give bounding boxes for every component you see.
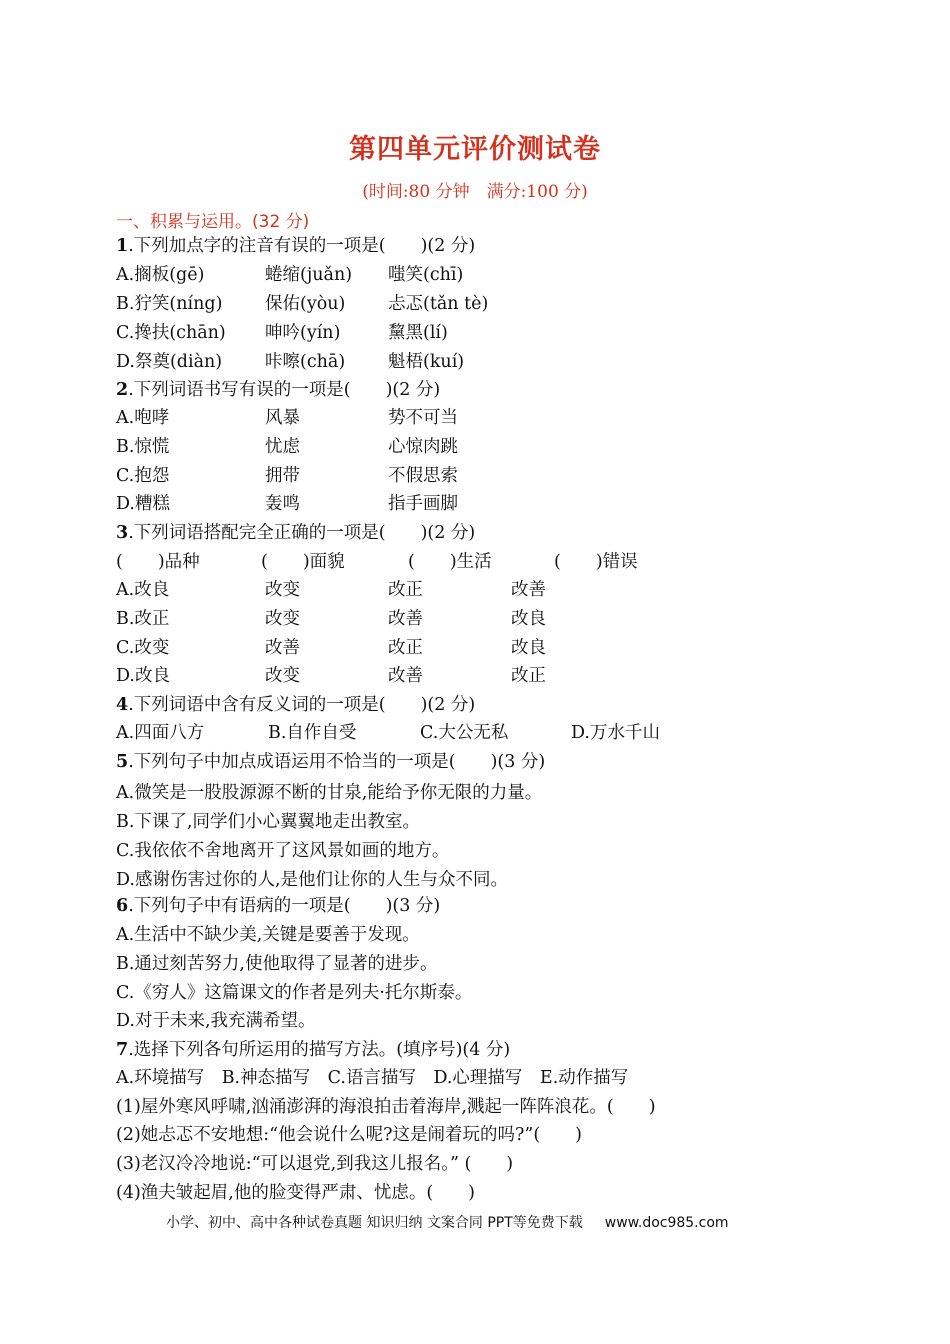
question-5-stem: 5.下列句子中加点成语运用不恰当的一项是( )(3 分) — [116, 752, 546, 772]
question-7-item: (2)她忐忑不安地想:“他会说什么呢?这是闹着玩的吗?”( ) — [116, 1125, 582, 1145]
option-cell: 改良 — [511, 609, 546, 629]
page-footer — [166, 1212, 729, 1232]
question-3-stem: 3.下列词语搭配完全正确的一项是( )(2 分) — [116, 523, 476, 543]
page-title: 第四单元评价测试卷 — [349, 134, 601, 165]
option-cell: A.搁板(gē) — [116, 265, 205, 285]
question-5-option: D.感谢伤害过你的人,是他们让你的人生与众不同。 — [116, 870, 509, 890]
option-cell: D.万水千山 — [571, 723, 660, 743]
option-cell: 风暴 — [265, 408, 300, 428]
option-cell: 改良 — [511, 638, 546, 658]
option-cell: B.改正 — [116, 609, 170, 629]
option-cell: 呻吟(yín) — [265, 323, 341, 343]
section-heading: 一、积累与运用。(32 分) — [116, 212, 310, 232]
option-cell: B.惊慌 — [116, 437, 170, 457]
option-cell: D.改良 — [116, 666, 170, 686]
option-cell: C.改变 — [116, 638, 170, 658]
option-cell: 黧黑(lí) — [388, 323, 448, 343]
option-cell: 咔嚓(chā) — [265, 352, 346, 372]
question-2-stem: 2.下列词语书写有误的一项是( )(2 分) — [116, 380, 441, 400]
blank-cell: ( )品种 — [116, 552, 200, 572]
question-6-stem: 6.下列句子中有语病的一项是( )(3 分) — [116, 896, 441, 916]
option-cell: C.搀扶(chān) — [116, 323, 226, 343]
option-cell: 心惊肉跳 — [388, 437, 458, 457]
page-subtitle: (时间:80 分钟 满分:100 分) — [362, 182, 588, 202]
option-cell: 改善 — [265, 638, 300, 658]
question-7-item: (4)渔夫皱起眉,他的脸变得严肃、忧虑。( ) — [116, 1183, 476, 1203]
option-cell: 改正 — [388, 638, 423, 658]
option-cell: A.四面八方 — [116, 723, 205, 743]
option-cell: 指手画脚 — [388, 494, 458, 514]
question-5-option: C.我依依不舍地离开了这风景如画的地方。 — [116, 841, 450, 861]
option-cell: 保佑(yòu) — [265, 294, 346, 314]
question-7-stem: 7.选择下列各句所运用的描写方法。(填序号)(4 分) — [116, 1040, 511, 1060]
option-cell: 改善 — [388, 666, 423, 686]
question-6-option: B.通过刻苦努力,使他取得了显著的进步。 — [116, 954, 438, 974]
option-cell: 轰鸣 — [265, 494, 300, 514]
option-cell: 势不可当 — [388, 408, 458, 428]
question-5-option: B.下课了,同学们小心翼翼地走出教室。 — [116, 812, 420, 832]
option-cell: 改变 — [265, 609, 300, 629]
blank-cell: ( )面貌 — [261, 552, 345, 572]
option-cell: C.大公无私 — [420, 723, 509, 743]
question-4-stem: 4.下列词语中含有反义词的一项是( )(2 分) — [116, 695, 476, 715]
question-7-item: (3)老汉冷冷地说:“可以退党,到我这儿报名。” ( ) — [116, 1154, 514, 1174]
option-cell: C.抱怨 — [116, 466, 170, 486]
option-cell: 改变 — [265, 666, 300, 686]
blank-cell: ( )错误 — [554, 552, 638, 572]
option-cell: 改变 — [265, 580, 300, 600]
option-cell: 忐忑(tǎn tè) — [388, 294, 489, 314]
question-7-methods: A.环境描写 B.神态描写 C.语言描写 D.心理描写 E.动作描写 — [116, 1068, 629, 1088]
option-cell: 改善 — [388, 609, 423, 629]
option-cell: B.狞笑(níng) — [116, 294, 223, 314]
option-cell: 忧虑 — [265, 437, 300, 457]
question-6-option: A.生活中不缺少美,关键是要善于发现。 — [116, 925, 420, 945]
option-cell: B.自作自受 — [268, 723, 357, 743]
question-1-stem: 1.下列加点字的注音有误的一项是( )(2 分) — [116, 236, 476, 256]
footer-text: 小学、初中、高中各种试卷真题 知识归纳 文案合同 PPT等免费下载 — [166, 1215, 583, 1231]
blank-cell: ( )生活 — [408, 552, 492, 572]
question-7-item: (1)屋外寒风呼啸,汹涌澎湃的海浪拍击着海岸,溅起一阵阵浪花。( ) — [116, 1097, 656, 1117]
option-cell: 蜷缩(juǎn) — [265, 265, 353, 285]
option-cell: 改正 — [388, 580, 423, 600]
option-cell: 嗤笑(chī) — [388, 265, 464, 285]
option-cell: 改善 — [511, 580, 546, 600]
option-cell: D.糟糕 — [116, 494, 170, 514]
option-cell: 不假思索 — [388, 466, 458, 486]
option-cell: 魁梧(kuí) — [388, 352, 465, 372]
option-cell: 改正 — [511, 666, 546, 686]
question-6-option: D.对于未来,我充满希望。 — [116, 1011, 316, 1031]
question-6-option: C.《穷人》这篇课文的作者是列夫·托尔斯泰。 — [116, 983, 473, 1003]
question-5-option: A.微笑是一股股源源不断的甘泉,能给予你无限的力量。 — [116, 783, 543, 803]
option-cell: 拥带 — [265, 466, 300, 486]
option-cell: A.改良 — [116, 580, 170, 600]
footer-url[interactable]: www.doc985.com — [604, 1215, 729, 1231]
option-cell: D.祭奠(diàn) — [116, 352, 223, 372]
option-cell: A.咆哮 — [116, 408, 170, 428]
